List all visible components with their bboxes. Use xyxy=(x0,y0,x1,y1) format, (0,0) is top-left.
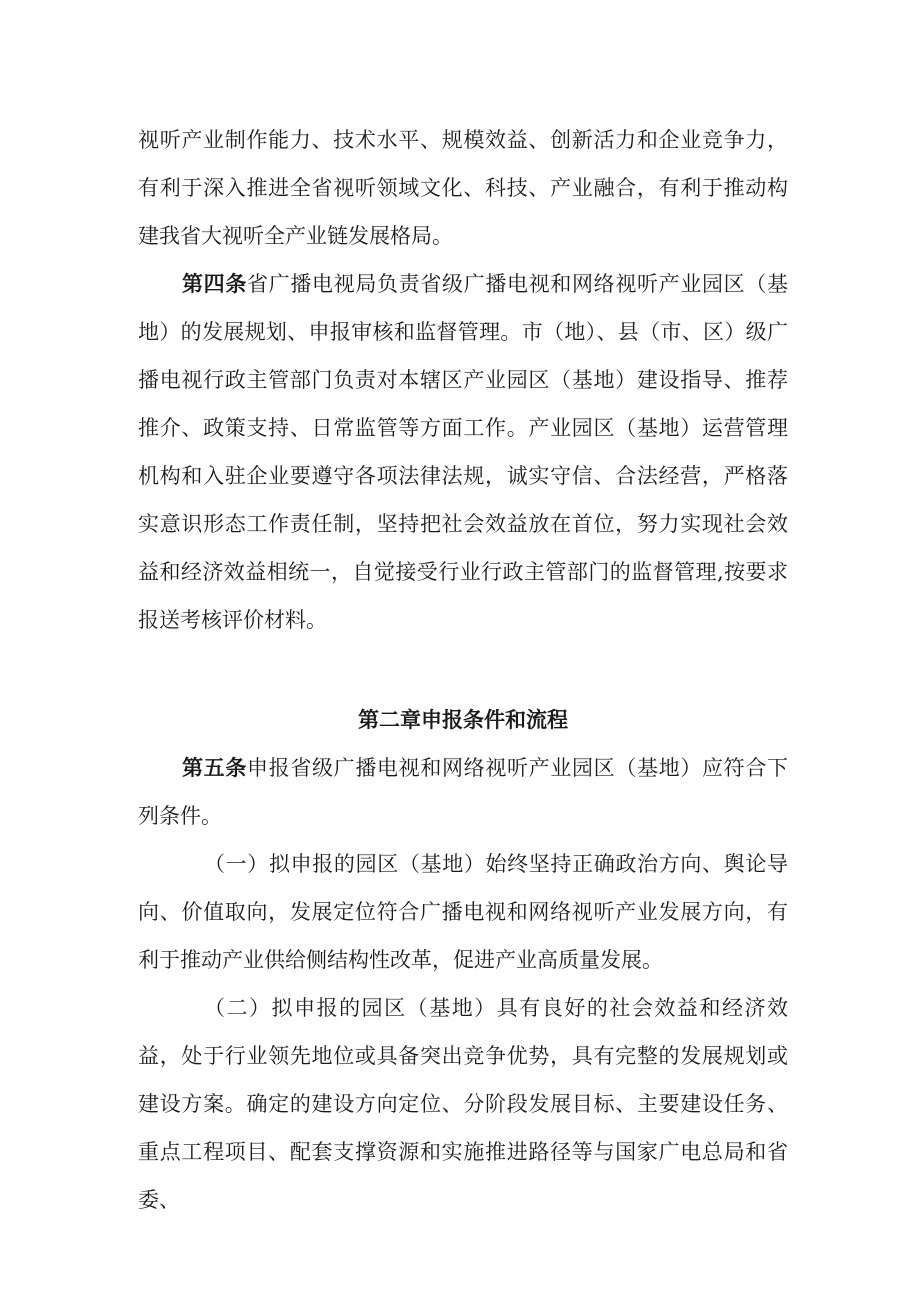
article-5-text: 申报省级广播电视和网络视听产业园区（基地）应符合下列条件。 xyxy=(138,756,788,828)
item-1: （一）拟申报的园区（基地）始终坚持正确政治方向、舆论导向、价值取向，发展定位符合广播电视和网络视听产业发展方向，有利于推动产业供给侧结构性改革，促进产业高质量发展。 xyxy=(138,852,788,972)
document-page xyxy=(138,116,788,1224)
item-2: （二）拟申报的园区（基地）具有良好的社会效益和经济效益，处于行业领先地位或具备突出竞争优势，具有完整的发展规划或建设方案。确定的建设方向定位、分阶段发展目标、主要建设任务、重点工程项目、配套支撑资源和实施推进路径等与国家广电总局和省委、 xyxy=(138,996,788,1212)
article-4-text: 省广播电视局负责省级广播电视和网络视听产业园区（基地）的发展规划、申报审核和监督管理。市（地）、县（市、区）级广播电视行政主管部门负责对本辖区产业园区（基地）建设指导、推荐推介、政策支持、日常监管等方面工作。产业园区（基地）运营管理机构和入驻企业要遵守各项法律法规，诚实守信、合法经营，严格落实意识形态工作责任制，坚持把社会效益放在首位，努力实现社会效益和经济效益相统一，自觉接受行业行政主管部门的监督管理,按要求报送考核评价材料。 xyxy=(138,272,788,632)
chapter-title: 第二章申报条件和流程 xyxy=(358,707,568,732)
article-5-label: 第五条 xyxy=(182,755,247,780)
paragraph-continuation: 视听产业制作能力、技术水平、规模效益、创新活力和企业竞争力，有利于深入推进全省视听领域文化、科技、产业融合，有利于推动构建我省大视听全产业链发展格局。 xyxy=(138,128,788,248)
article-4-label: 第四条 xyxy=(182,271,247,296)
article-5 xyxy=(138,744,788,840)
article-4 xyxy=(138,260,788,644)
